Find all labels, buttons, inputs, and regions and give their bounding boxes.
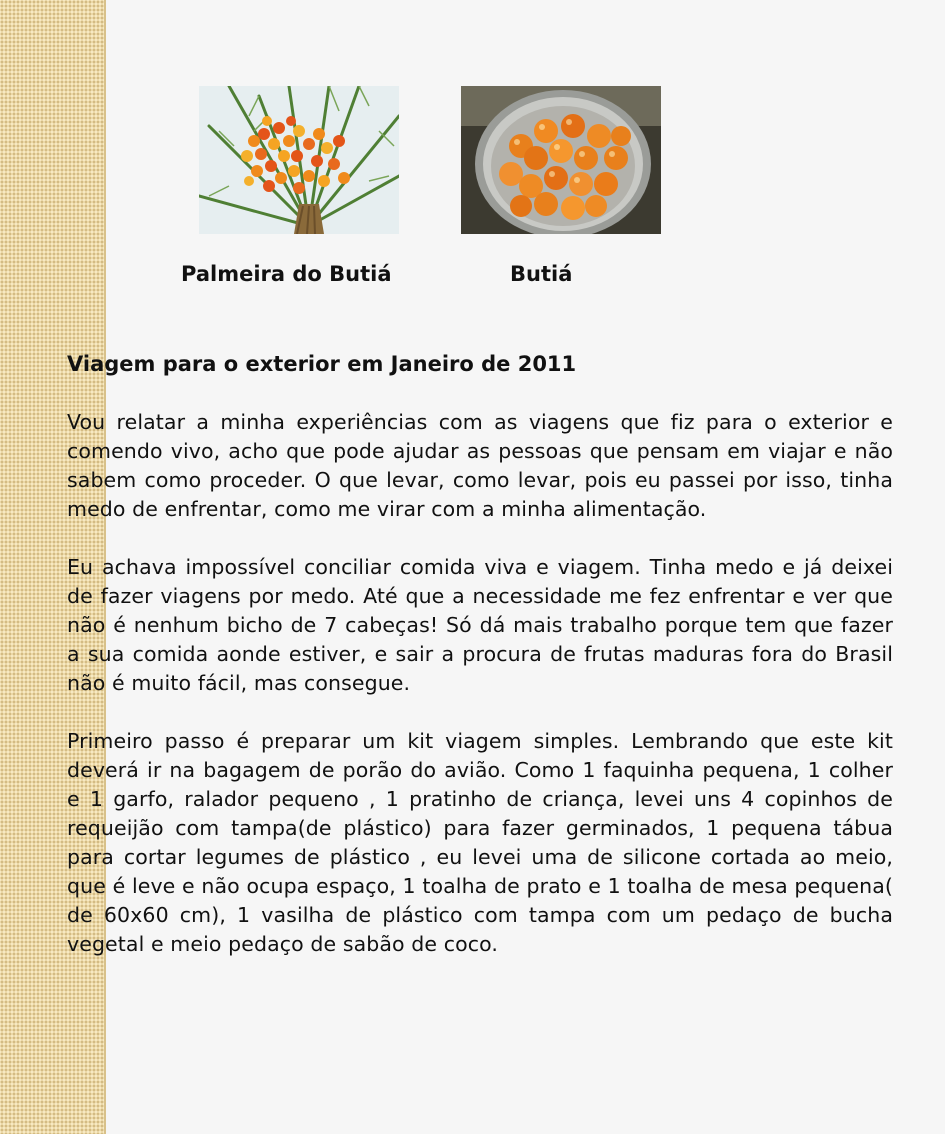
article [67, 350, 893, 988]
article-paragraph-3: Primeiro passo é preparar um kit viagem simples. Lembrando que este kit deverá ir na bagagem de porão do avião. Como 1 faquinha pequena, 1 colher e 1 garfo, ralador pequeno , 1 pratinho de criança, levei uns 4 copinhos de requeijão com tampa(de plástico) para fazer germinados, 1 pequena tábua para cortar legumes de plástico , eu levei uma de silicone cortada ao meio, que é leve e não ocupa espaço, 1 toalha de prato e 1 toalha de mesa pequena( de 60x60 cm), 1 vasilha de plástico com tampa com um pedaço de bucha vegetal e meio pedaço de sabão de coco. [67, 729, 893, 956]
palm-caption: Palmeira do Butiá [181, 262, 392, 286]
fruit-caption: Butiá [510, 262, 573, 286]
palm-tree-photo [199, 86, 399, 234]
article-paragraph-2: Eu achava impossível conciliar comida viva e viagem. Tinha medo e já deixei de fazer viagens por medo. Até que a necessidade me fez enfrentar e ver que não é nenhum bicho de 7 cabeças! Só dá mais trabalho porque tem que fazer a sua comida aonde estiver, e sair a procura de frutas maduras fora do Brasil não é muito fácil, mas consegue. [67, 555, 893, 695]
article-paragraph-1: Vou relatar a minha experiências com as viagens que fiz para o exterior e comendo vivo, acho que pode ajudar as pessoas que pensam em viajar e não sabem como proceder. O que levar, como levar, pois eu passei por isso, tinha medo de enfrentar, como me virar com a minha alimentação. [67, 410, 893, 521]
article-title: Viagem para o exterior em Janeiro de 2011 [67, 352, 577, 376]
fruit-bowl-photo [461, 86, 661, 234]
